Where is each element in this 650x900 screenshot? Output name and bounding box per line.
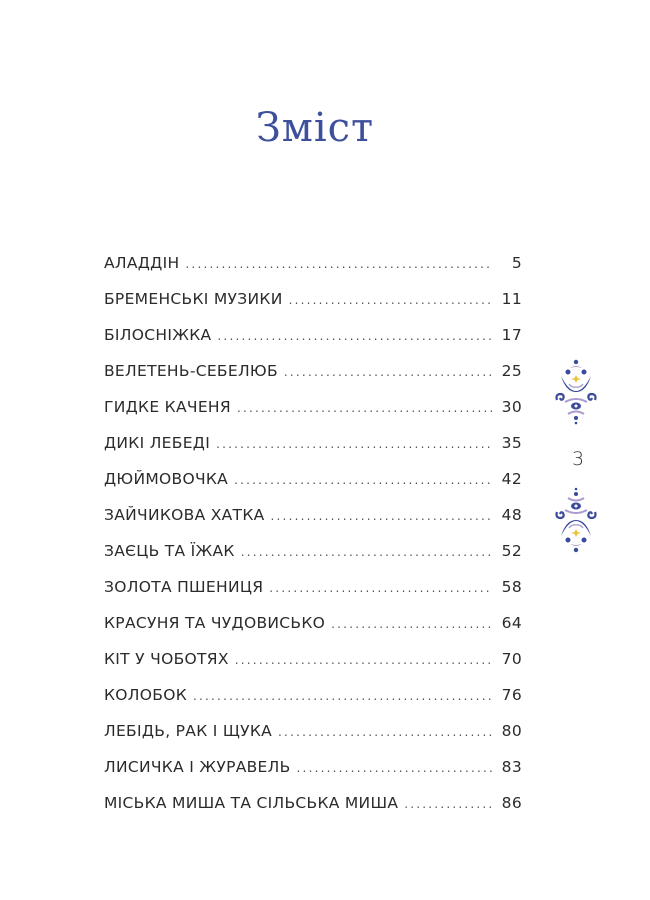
toc-entry[interactable] (104, 758, 522, 794)
dot-leader (271, 509, 492, 523)
toc-entry[interactable] (104, 614, 522, 650)
table-of-contents (104, 254, 522, 830)
toc-entry-page: 11 (501, 290, 522, 308)
dot-leader (241, 545, 492, 559)
page-number: 3 (571, 448, 585, 470)
toc-entry-title: ЗОЛОТА ПШЕНИЦЯ (104, 578, 264, 596)
toc-entry[interactable] (104, 722, 522, 758)
crescent-moon-ornament-icon (553, 484, 599, 554)
toc-entry-page: 86 (501, 794, 522, 812)
toc-entry-page: 30 (501, 398, 522, 416)
toc-entry[interactable] (104, 470, 522, 506)
toc-entry[interactable] (104, 326, 522, 362)
toc-entry-title: БІЛОСНІЖКА (104, 326, 212, 344)
toc-entry[interactable] (104, 398, 522, 434)
toc-entry-title: ДЮЙМОВОЧКА (104, 470, 229, 488)
toc-entry-page: 80 (501, 722, 522, 740)
dot-leader (216, 437, 492, 451)
toc-entry-title: МІСЬКА МИША ТА СІЛЬСЬКА МИША (104, 794, 399, 812)
dot-leader (217, 329, 492, 343)
toc-entry-page: 83 (501, 758, 522, 776)
toc-entry-page: 48 (501, 506, 522, 524)
toc-entry-page: 76 (501, 686, 522, 704)
dot-leader (269, 581, 492, 595)
dot-leader (331, 617, 492, 631)
dot-leader (278, 725, 492, 739)
toc-entry[interactable] (104, 794, 522, 830)
toc-entry-title: ЗАЄЦЬ ТА ЇЖАК (104, 542, 235, 560)
dot-leader (404, 797, 492, 811)
toc-entry[interactable] (104, 506, 522, 542)
dot-leader (234, 473, 492, 487)
toc-entry-title: ЛИСИЧКА І ЖУРАВЕЛЬ (104, 758, 291, 776)
toc-entry-title: ГИДКЕ КАЧЕНЯ (104, 398, 231, 416)
toc-entry-page: 64 (501, 614, 522, 632)
dot-leader (237, 401, 492, 415)
toc-entry-page: 70 (501, 650, 522, 668)
toc-entry-title: ВЕЛЕТЕНЬ-СЕБЕЛЮБ (104, 362, 278, 380)
toc-entry-title: АЛАДДІН (104, 254, 180, 272)
dot-leader (289, 293, 492, 307)
toc-entry[interactable] (104, 542, 522, 578)
toc-entry-title: КРАСУНЯ ТА ЧУДОВИСЬКО (104, 614, 326, 632)
toc-entry[interactable] (104, 650, 522, 686)
toc-entry-title: ЛЕБІДЬ, РАК І ЩУКА (104, 722, 273, 740)
toc-entry-title: БРЕМЕНСЬКІ МУЗИКИ (104, 290, 283, 308)
dot-leader (284, 365, 492, 379)
toc-entry-page: 17 (501, 326, 522, 344)
toc-entry-title: КОЛОБОК (104, 686, 187, 704)
toc-entry[interactable] (104, 254, 522, 290)
toc-entry-page: 35 (501, 434, 522, 452)
dot-leader (235, 653, 492, 667)
toc-entry-page: 42 (501, 470, 522, 488)
toc-entry-page: 52 (501, 542, 522, 560)
dot-leader (193, 689, 492, 703)
dot-leader (297, 761, 492, 775)
toc-entry-title: КІТ У ЧОБОТЯХ (104, 650, 229, 668)
toc-entry-title: ЗАЙЧИКОВА ХАТКА (104, 506, 265, 524)
toc-entry[interactable] (104, 434, 522, 470)
toc-entry-page: 58 (501, 578, 522, 596)
crescent-moon-ornament-icon (553, 358, 599, 428)
toc-entry-page: 5 (511, 254, 522, 272)
toc-entry[interactable] (104, 362, 522, 398)
toc-entry[interactable] (104, 578, 522, 614)
toc-entry-title: ДИКІ ЛЕБЕДІ (104, 434, 211, 452)
dot-leader (185, 257, 492, 271)
toc-entry-page: 25 (501, 362, 522, 380)
toc-entry[interactable] (104, 686, 522, 722)
page-title: Зміст (255, 104, 375, 151)
toc-entry[interactable] (104, 290, 522, 326)
